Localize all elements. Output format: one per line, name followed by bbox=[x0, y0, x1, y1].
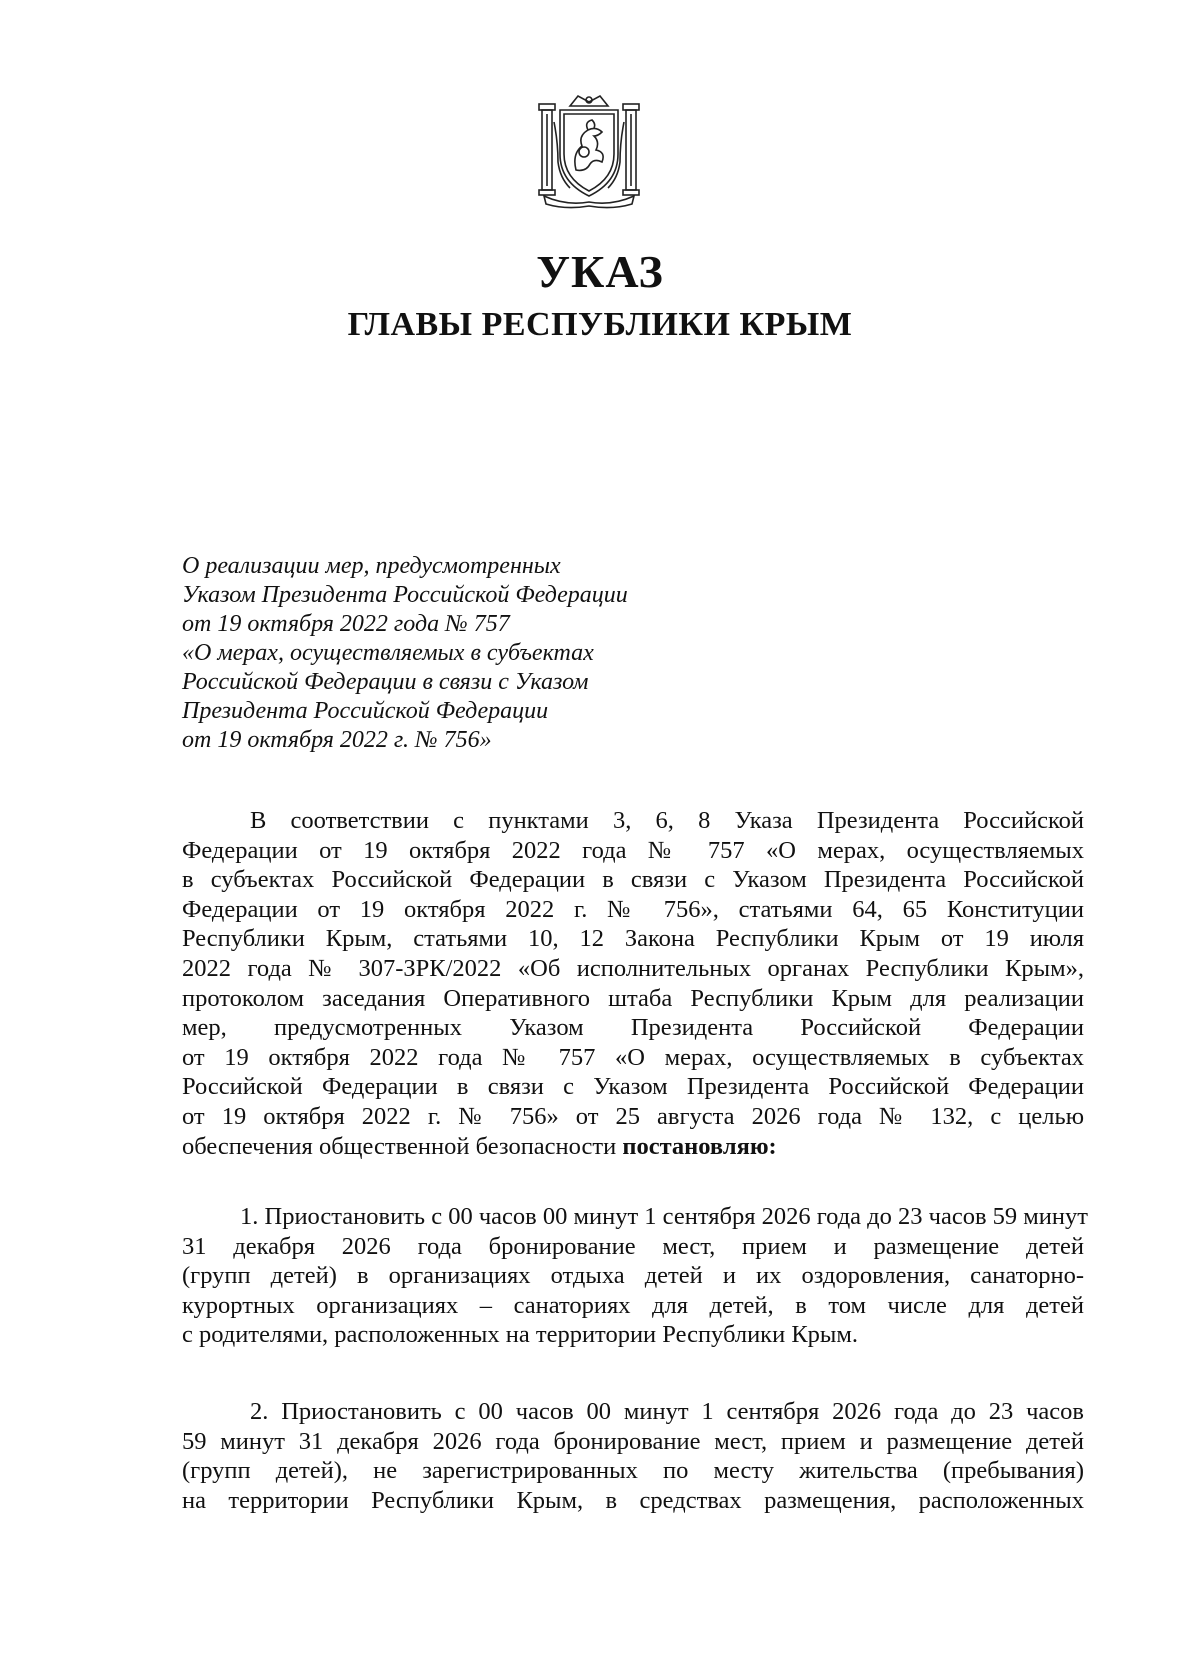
subject-line: «О мерах, осуществляемых в субъектах bbox=[182, 640, 594, 666]
text-line bbox=[182, 1132, 1084, 1162]
text-line: курортных организациях – санаториях для детей, в том числе для детей bbox=[182, 1291, 1084, 1319]
subject-line: Российской Федерации в связи с Указом bbox=[182, 669, 589, 695]
subject-line: от 19 октября 2022 г. № 756» bbox=[182, 727, 492, 753]
text-line: Российской Федерации в связи с Указом Президента Российской Федерации bbox=[182, 1073, 1084, 1101]
text-line: 59 минут 31 декабря 2026 года бронирование мест, прием и размещение детей bbox=[182, 1427, 1084, 1455]
text-line: от 19 октября 2022 года № 757 «О мерах, осуществляемых в субъектах bbox=[182, 1043, 1084, 1071]
subject-line: от 19 октября 2022 года № 757 bbox=[182, 611, 510, 637]
text-line: протоколом заседания Оперативного штаба Республики Крым для реализации bbox=[182, 984, 1084, 1012]
text-line: (групп детей), не зарегистрированных по месту жительства (пребывания) bbox=[182, 1457, 1084, 1485]
resolution-keyword: постановляю: bbox=[622, 1132, 777, 1160]
subject-line: О реализации мер, предусмотренных bbox=[182, 553, 561, 579]
text-line: на территории Республики Крым, в средствах размещения, расположенных bbox=[182, 1486, 1084, 1514]
clause-2 bbox=[182, 1397, 1084, 1515]
text-line: (групп детей) в организациях отдыха детей и их оздоровления, санаторно- bbox=[182, 1262, 1084, 1290]
crimea-coat-of-arms-icon bbox=[536, 92, 642, 210]
text-line: 31 декабря 2026 года бронирование мест, прием и размещение детей bbox=[182, 1232, 1084, 1260]
text-line: Республики Крым, статьями 10, 12 Закона Республики Крым от 19 июля bbox=[182, 925, 1084, 953]
text-line: от 19 октября 2022 г. № 756» от 25 августа 2026 года № 132, с целью bbox=[182, 1102, 1084, 1130]
preamble-paragraph bbox=[182, 806, 1084, 1161]
text-line: с родителями, расположенных на территории Республики Крым. bbox=[182, 1321, 858, 1349]
text-line: Федерации от 19 октября 2022 года № 757 «О мерах, осуществляемых bbox=[182, 836, 1084, 864]
text-line: в субъектах Российской Федерации в связи с Указом Президента Российской bbox=[182, 866, 1084, 894]
preamble-closing-text: обеспечения общественной безопасности bbox=[182, 1132, 617, 1160]
document-subtitle: ГЛАВЫ РЕСПУБЛИКИ КРЫМ bbox=[347, 306, 853, 343]
subject-line: Президента Российской Федерации bbox=[182, 698, 549, 724]
text-line: 2. Приостановить с 00 часов 00 минут 1 сентября 2026 года до 23 часов bbox=[250, 1398, 1084, 1425]
text-line: 1. Приостановить с 00 часов 00 минут 1 сентября 2026 года до 23 часов 59 минут bbox=[240, 1203, 1088, 1230]
document-title: УКАЗ bbox=[536, 246, 664, 297]
clause-1 bbox=[182, 1202, 1088, 1350]
text-line: Федерации от 19 октября 2022 г. № 756», статьями 64, 65 Конституции bbox=[182, 895, 1084, 923]
decree-subject bbox=[182, 552, 742, 755]
text-line: 2022 года № 307-ЗРК/2022 «Об исполнительных органах Республики Крым», bbox=[182, 954, 1084, 982]
subject-line: Указом Президента Российской Федерации bbox=[182, 582, 628, 608]
text-line: В соответствии с пунктами 3, 6, 8 Указа Президента Российской bbox=[250, 807, 1084, 834]
text-line: мер, предусмотренных Указом Президента Российской Федерации bbox=[182, 1014, 1084, 1042]
